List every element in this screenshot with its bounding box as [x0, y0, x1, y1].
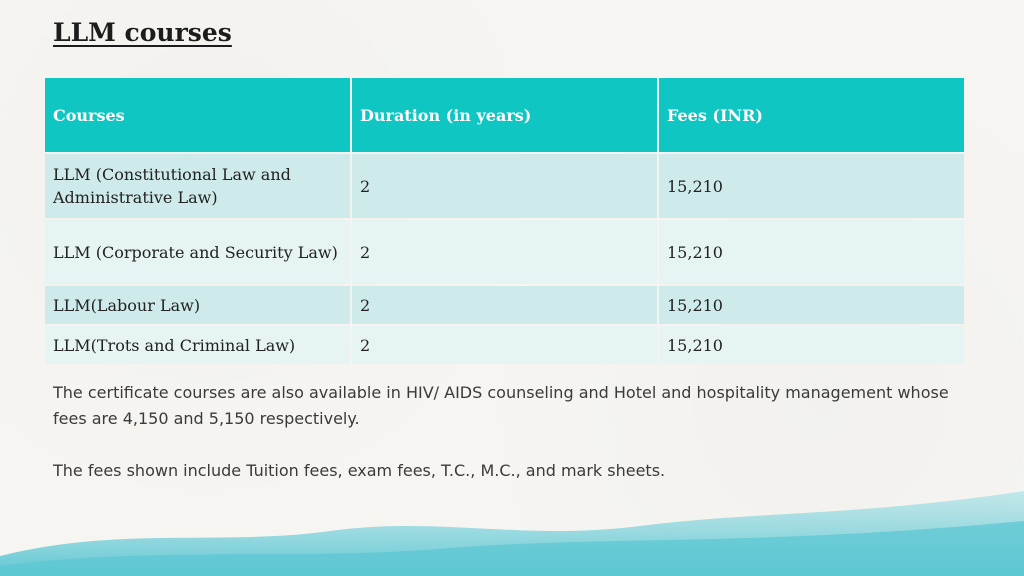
table-row	[45, 286, 964, 324]
table-cell-duration: 2	[352, 286, 657, 324]
table-cell-course: LLM(Labour Law)	[45, 286, 350, 324]
note-certificate-courses: The certificate courses are also available in HIV/ AIDS counseling and Hotel and hospitality management whose fees are 4,150 and 5,150 respectively.	[53, 383, 949, 428]
table-cell-course: LLM (Constitutional Law and Administrative Law)	[45, 154, 350, 218]
table-cell-duration: 2	[352, 220, 657, 284]
table-row	[45, 220, 964, 284]
courses-table	[43, 76, 966, 366]
table-cell-fees: 15,210	[659, 220, 964, 284]
slide-title: LLM courses	[53, 18, 232, 47]
table-cell-course: LLM(Trots and Criminal Law)	[45, 326, 350, 364]
decorative-wave	[0, 486, 1024, 576]
table-row	[45, 326, 964, 364]
table-cell-course: LLM (Corporate and Security Law)	[45, 220, 350, 284]
table-cell-fees: 15,210	[659, 154, 964, 218]
table-cell-fees: 15,210	[659, 286, 964, 324]
column-header-fees: Fees (INR)	[659, 78, 964, 152]
table-cell-duration: 2	[352, 326, 657, 364]
table-cell-fees: 15,210	[659, 326, 964, 364]
table-row	[45, 154, 964, 218]
table-cell-duration: 2	[352, 154, 657, 218]
column-header-courses: Courses	[45, 78, 350, 152]
table-header-row	[45, 78, 964, 152]
column-header-duration: Duration (in years)	[352, 78, 657, 152]
note-fees-included: The fees shown include Tuition fees, exam fees, T.C., M.C., and mark sheets.	[53, 461, 666, 480]
